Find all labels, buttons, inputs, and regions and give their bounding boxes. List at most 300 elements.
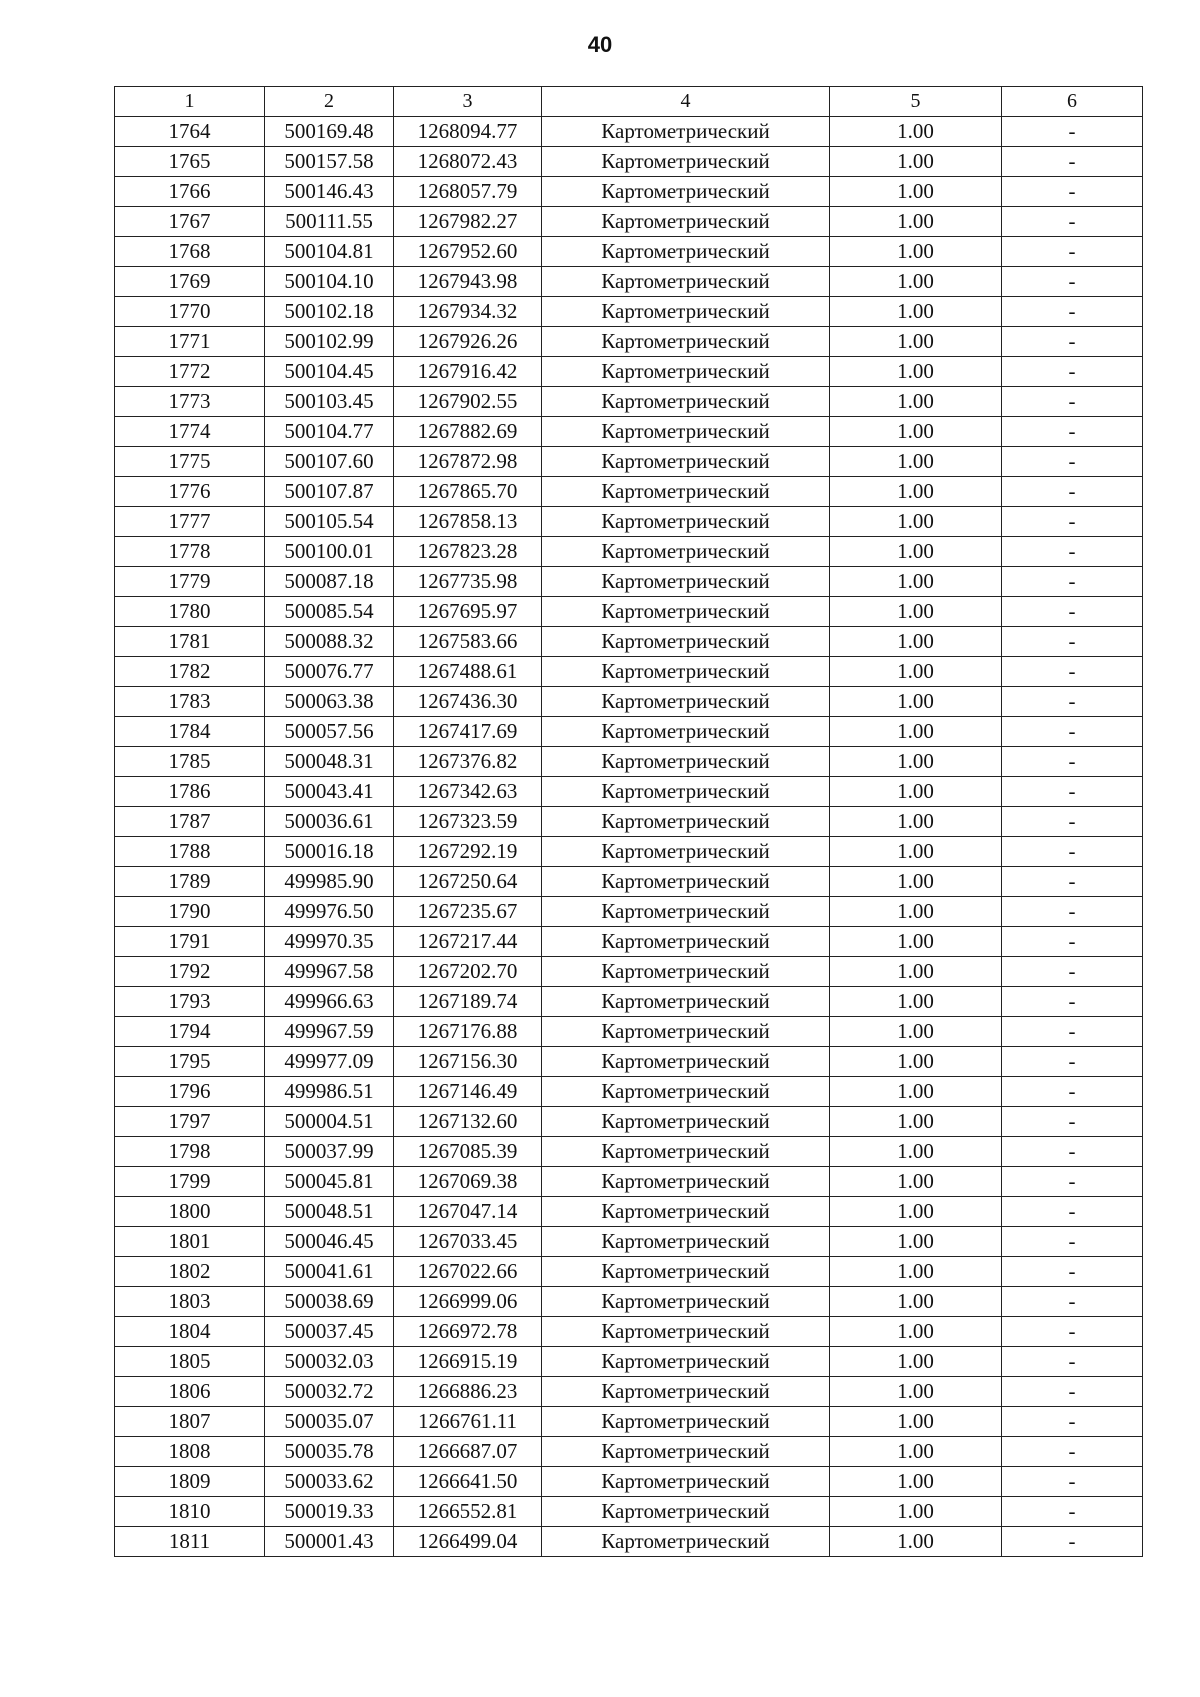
coordinate-y-cell: 1267858.13 (394, 507, 542, 537)
coordinate-x-cell: 499985.90 (265, 867, 394, 897)
point-number-cell: 1782 (115, 657, 265, 687)
point-number-cell: 1766 (115, 177, 265, 207)
note-cell: - (1002, 537, 1143, 567)
coordinate-x-cell: 500107.60 (265, 447, 394, 477)
table-row (115, 147, 1143, 177)
method-cell: Картометрический (542, 1107, 830, 1137)
table-row (115, 1527, 1143, 1557)
point-number-cell: 1770 (115, 297, 265, 327)
point-number-cell: 1798 (115, 1137, 265, 1167)
note-cell: - (1002, 1017, 1143, 1047)
method-cell: Картометрический (542, 1137, 830, 1167)
coordinate-x-cell: 500048.51 (265, 1197, 394, 1227)
coordinate-y-cell: 1267033.45 (394, 1227, 542, 1257)
method-cell: Картометрический (542, 987, 830, 1017)
method-cell: Картометрический (542, 507, 830, 537)
point-number-cell: 1794 (115, 1017, 265, 1047)
note-cell: - (1002, 807, 1143, 837)
accuracy-cell: 1.00 (830, 417, 1002, 447)
point-number-cell: 1802 (115, 1257, 265, 1287)
point-number-cell: 1801 (115, 1227, 265, 1257)
table-row (115, 1377, 1143, 1407)
accuracy-cell: 1.00 (830, 987, 1002, 1017)
coordinate-x-cell: 500102.18 (265, 297, 394, 327)
note-cell: - (1002, 507, 1143, 537)
table-row (115, 927, 1143, 957)
point-number-cell: 1791 (115, 927, 265, 957)
column-header: 1 (115, 87, 265, 117)
coordinate-y-cell: 1267292.19 (394, 837, 542, 867)
point-number-cell: 1765 (115, 147, 265, 177)
coordinate-x-cell: 500016.18 (265, 837, 394, 867)
coordinate-y-cell: 1267436.30 (394, 687, 542, 717)
table-row (115, 687, 1143, 717)
page-number: 40 (587, 32, 613, 57)
coordinate-y-cell: 1267823.28 (394, 537, 542, 567)
table-row (115, 1167, 1143, 1197)
coordinate-y-cell: 1268094.77 (394, 117, 542, 147)
point-number-cell: 1806 (115, 1377, 265, 1407)
accuracy-cell: 1.00 (830, 567, 1002, 597)
point-number-cell: 1786 (115, 777, 265, 807)
point-number-cell: 1768 (115, 237, 265, 267)
table-row (115, 567, 1143, 597)
point-number-cell: 1795 (115, 1047, 265, 1077)
table-row (115, 747, 1143, 777)
method-cell: Картометрический (542, 1497, 830, 1527)
coordinate-y-cell: 1267488.61 (394, 657, 542, 687)
method-cell: Картометрический (542, 867, 830, 897)
point-number-cell: 1808 (115, 1437, 265, 1467)
method-cell: Картометрический (542, 837, 830, 867)
accuracy-cell: 1.00 (830, 1197, 1002, 1227)
method-cell: Картометрический (542, 1467, 830, 1497)
method-cell: Картометрический (542, 177, 830, 207)
note-cell: - (1002, 1227, 1143, 1257)
table-row (115, 177, 1143, 207)
coordinate-y-cell: 1266552.81 (394, 1497, 542, 1527)
note-cell: - (1002, 387, 1143, 417)
coordinate-x-cell: 499967.58 (265, 957, 394, 987)
method-cell: Картометрический (542, 357, 830, 387)
table-row (115, 1107, 1143, 1137)
accuracy-cell: 1.00 (830, 1347, 1002, 1377)
table-row (115, 837, 1143, 867)
method-cell: Картометрический (542, 1197, 830, 1227)
coordinate-y-cell: 1266999.06 (394, 1287, 542, 1317)
coordinate-y-cell: 1267022.66 (394, 1257, 542, 1287)
method-cell: Картометрический (542, 657, 830, 687)
table-row (115, 327, 1143, 357)
coordinate-x-cell: 500019.33 (265, 1497, 394, 1527)
note-cell: - (1002, 267, 1143, 297)
accuracy-cell: 1.00 (830, 1047, 1002, 1077)
coordinate-y-cell: 1267916.42 (394, 357, 542, 387)
table-row (115, 537, 1143, 567)
coordinate-y-cell: 1267069.38 (394, 1167, 542, 1197)
point-number-cell: 1773 (115, 387, 265, 417)
accuracy-cell: 1.00 (830, 1107, 1002, 1137)
point-number-cell: 1783 (115, 687, 265, 717)
point-number-cell: 1767 (115, 207, 265, 237)
point-number-cell: 1769 (115, 267, 265, 297)
point-number-cell: 1789 (115, 867, 265, 897)
method-cell: Картометрический (542, 297, 830, 327)
method-cell: Картометрический (542, 1257, 830, 1287)
point-number-cell: 1784 (115, 717, 265, 747)
method-cell: Картометрический (542, 777, 830, 807)
coordinate-y-cell: 1266915.19 (394, 1347, 542, 1377)
table-row (115, 1047, 1143, 1077)
coordinate-y-cell: 1267132.60 (394, 1107, 542, 1137)
table-row (115, 1287, 1143, 1317)
note-cell: - (1002, 147, 1143, 177)
coordinate-x-cell: 500104.77 (265, 417, 394, 447)
note-cell: - (1002, 447, 1143, 477)
method-cell: Картометрический (542, 1407, 830, 1437)
column-header: 3 (394, 87, 542, 117)
note-cell: - (1002, 1347, 1143, 1377)
accuracy-cell: 1.00 (830, 657, 1002, 687)
note-cell: - (1002, 297, 1143, 327)
note-cell: - (1002, 1407, 1143, 1437)
table-row (115, 1227, 1143, 1257)
note-cell: - (1002, 1527, 1143, 1557)
coordinate-x-cell: 500104.45 (265, 357, 394, 387)
method-cell: Картометрический (542, 267, 830, 297)
accuracy-cell: 1.00 (830, 717, 1002, 747)
method-cell: Картометрический (542, 567, 830, 597)
coordinate-x-cell: 500157.58 (265, 147, 394, 177)
note-cell: - (1002, 1497, 1143, 1527)
method-cell: Картометрический (542, 747, 830, 777)
accuracy-cell: 1.00 (830, 447, 1002, 477)
coordinate-x-cell: 500076.77 (265, 657, 394, 687)
table-row (115, 237, 1143, 267)
point-number-cell: 1780 (115, 597, 265, 627)
coordinate-x-cell: 500111.55 (265, 207, 394, 237)
coordinate-x-cell: 500085.54 (265, 597, 394, 627)
table-row (115, 1407, 1143, 1437)
coordinate-y-cell: 1268057.79 (394, 177, 542, 207)
point-number-cell: 1796 (115, 1077, 265, 1107)
accuracy-cell: 1.00 (830, 1437, 1002, 1467)
column-header: 5 (830, 87, 1002, 117)
accuracy-cell: 1.00 (830, 477, 1002, 507)
note-cell: - (1002, 837, 1143, 867)
note-cell: - (1002, 237, 1143, 267)
table-row (115, 1437, 1143, 1467)
coordinate-y-cell: 1267047.14 (394, 1197, 542, 1227)
coordinate-y-cell: 1266761.11 (394, 1407, 542, 1437)
table-row (115, 1347, 1143, 1377)
note-cell: - (1002, 1287, 1143, 1317)
note-cell: - (1002, 1467, 1143, 1497)
accuracy-cell: 1.00 (830, 1527, 1002, 1557)
point-number-cell: 1803 (115, 1287, 265, 1317)
coordinate-y-cell: 1266687.07 (394, 1437, 542, 1467)
note-cell: - (1002, 927, 1143, 957)
coordinate-x-cell: 500032.72 (265, 1377, 394, 1407)
coordinate-x-cell: 500035.78 (265, 1437, 394, 1467)
method-cell: Картометрический (542, 117, 830, 147)
method-cell: Картометрический (542, 237, 830, 267)
method-cell: Картометрический (542, 207, 830, 237)
coordinate-x-cell: 500035.07 (265, 1407, 394, 1437)
accuracy-cell: 1.00 (830, 777, 1002, 807)
table-row (115, 897, 1143, 927)
table-row (115, 417, 1143, 447)
point-number-cell: 1793 (115, 987, 265, 1017)
coordinate-x-cell: 500104.10 (265, 267, 394, 297)
accuracy-cell: 1.00 (830, 267, 1002, 297)
coordinate-y-cell: 1267872.98 (394, 447, 542, 477)
point-number-cell: 1790 (115, 897, 265, 927)
coordinate-y-cell: 1268072.43 (394, 147, 542, 177)
coordinate-x-cell: 499967.59 (265, 1017, 394, 1047)
coordinate-x-cell: 500087.18 (265, 567, 394, 597)
method-cell: Картометрический (542, 1017, 830, 1047)
note-cell: - (1002, 177, 1143, 207)
coordinate-x-cell: 500041.61 (265, 1257, 394, 1287)
method-cell: Картометрический (542, 1167, 830, 1197)
note-cell: - (1002, 357, 1143, 387)
coordinate-y-cell: 1267417.69 (394, 717, 542, 747)
note-cell: - (1002, 1167, 1143, 1197)
method-cell: Картометрический (542, 1527, 830, 1557)
accuracy-cell: 1.00 (830, 177, 1002, 207)
method-cell: Картометрический (542, 1287, 830, 1317)
coordinate-x-cell: 500043.41 (265, 777, 394, 807)
point-number-cell: 1797 (115, 1107, 265, 1137)
point-number-cell: 1792 (115, 957, 265, 987)
point-number-cell: 1777 (115, 507, 265, 537)
table-row (115, 267, 1143, 297)
coordinate-y-cell: 1267235.67 (394, 897, 542, 927)
accuracy-cell: 1.00 (830, 1167, 1002, 1197)
coordinate-x-cell: 500102.99 (265, 327, 394, 357)
table-row (115, 807, 1143, 837)
coordinate-x-cell: 499966.63 (265, 987, 394, 1017)
coordinate-y-cell: 1267695.97 (394, 597, 542, 627)
coordinate-x-cell: 499986.51 (265, 1077, 394, 1107)
coordinate-x-cell: 500088.32 (265, 627, 394, 657)
column-header: 4 (542, 87, 830, 117)
table-row (115, 1497, 1143, 1527)
point-number-cell: 1787 (115, 807, 265, 837)
point-number-cell: 1774 (115, 417, 265, 447)
coordinate-x-cell: 500063.38 (265, 687, 394, 717)
coordinate-y-cell: 1267189.74 (394, 987, 542, 1017)
point-number-cell: 1810 (115, 1497, 265, 1527)
accuracy-cell: 1.00 (830, 687, 1002, 717)
coordinate-x-cell: 499977.09 (265, 1047, 394, 1077)
coordinate-y-cell: 1267323.59 (394, 807, 542, 837)
method-cell: Картометрический (542, 1347, 830, 1377)
table-row (115, 1317, 1143, 1347)
coordinate-y-cell: 1267865.70 (394, 477, 542, 507)
accuracy-cell: 1.00 (830, 1077, 1002, 1107)
table-row (115, 597, 1143, 627)
coordinate-x-cell: 500048.31 (265, 747, 394, 777)
coordinate-y-cell: 1267085.39 (394, 1137, 542, 1167)
coordinate-y-cell: 1267250.64 (394, 867, 542, 897)
coordinate-y-cell: 1267926.26 (394, 327, 542, 357)
table-body (115, 87, 1143, 1557)
table-row (115, 717, 1143, 747)
note-cell: - (1002, 777, 1143, 807)
table-row (115, 627, 1143, 657)
table-row (115, 987, 1143, 1017)
method-cell: Картометрический (542, 1047, 830, 1077)
method-cell: Картометрический (542, 1227, 830, 1257)
note-cell: - (1002, 477, 1143, 507)
coordinate-y-cell: 1267943.98 (394, 267, 542, 297)
coordinates-table (114, 86, 1143, 1557)
point-number-cell: 1776 (115, 477, 265, 507)
coordinate-x-cell: 500057.56 (265, 717, 394, 747)
coordinate-x-cell: 500037.45 (265, 1317, 394, 1347)
note-cell: - (1002, 1077, 1143, 1107)
point-number-cell: 1811 (115, 1527, 265, 1557)
note-cell: - (1002, 1257, 1143, 1287)
note-cell: - (1002, 1197, 1143, 1227)
note-cell: - (1002, 567, 1143, 597)
table-row (115, 1197, 1143, 1227)
column-header: 2 (265, 87, 394, 117)
accuracy-cell: 1.00 (830, 1317, 1002, 1347)
accuracy-cell: 1.00 (830, 117, 1002, 147)
coordinate-y-cell: 1266886.23 (394, 1377, 542, 1407)
table-row (115, 1137, 1143, 1167)
coordinate-x-cell: 500103.45 (265, 387, 394, 417)
note-cell: - (1002, 627, 1143, 657)
coordinate-x-cell: 500146.43 (265, 177, 394, 207)
point-number-cell: 1804 (115, 1317, 265, 1347)
method-cell: Картометрический (542, 1437, 830, 1467)
table-header-row (115, 87, 1143, 117)
accuracy-cell: 1.00 (830, 1017, 1002, 1047)
coordinate-x-cell: 500036.61 (265, 807, 394, 837)
coordinate-y-cell: 1266972.78 (394, 1317, 542, 1347)
point-number-cell: 1785 (115, 747, 265, 777)
note-cell: - (1002, 327, 1143, 357)
accuracy-cell: 1.00 (830, 747, 1002, 777)
point-number-cell: 1771 (115, 327, 265, 357)
accuracy-cell: 1.00 (830, 867, 1002, 897)
table-row (115, 207, 1143, 237)
coordinate-y-cell: 1266499.04 (394, 1527, 542, 1557)
accuracy-cell: 1.00 (830, 1287, 1002, 1317)
point-number-cell: 1799 (115, 1167, 265, 1197)
accuracy-cell: 1.00 (830, 1407, 1002, 1437)
accuracy-cell: 1.00 (830, 1227, 1002, 1257)
note-cell: - (1002, 747, 1143, 777)
coordinate-y-cell: 1267982.27 (394, 207, 542, 237)
method-cell: Картометрический (542, 327, 830, 357)
coordinate-y-cell: 1267146.49 (394, 1077, 542, 1107)
method-cell: Картометрический (542, 927, 830, 957)
table-row (115, 357, 1143, 387)
table-row (115, 657, 1143, 687)
accuracy-cell: 1.00 (830, 597, 1002, 627)
table-row (115, 477, 1143, 507)
method-cell: Картометрический (542, 417, 830, 447)
coordinate-x-cell: 500169.48 (265, 117, 394, 147)
coordinate-x-cell: 500032.03 (265, 1347, 394, 1377)
accuracy-cell: 1.00 (830, 1497, 1002, 1527)
note-cell: - (1002, 1437, 1143, 1467)
note-cell: - (1002, 207, 1143, 237)
accuracy-cell: 1.00 (830, 387, 1002, 417)
accuracy-cell: 1.00 (830, 507, 1002, 537)
coordinate-x-cell: 500100.01 (265, 537, 394, 567)
accuracy-cell: 1.00 (830, 357, 1002, 387)
coordinate-y-cell: 1267176.88 (394, 1017, 542, 1047)
coordinate-x-cell: 500046.45 (265, 1227, 394, 1257)
method-cell: Картометрический (542, 1317, 830, 1347)
table-row (115, 777, 1143, 807)
note-cell: - (1002, 957, 1143, 987)
accuracy-cell: 1.00 (830, 837, 1002, 867)
note-cell: - (1002, 1317, 1143, 1347)
note-cell: - (1002, 987, 1143, 1017)
note-cell: - (1002, 897, 1143, 927)
accuracy-cell: 1.00 (830, 147, 1002, 177)
method-cell: Картометрический (542, 1077, 830, 1107)
table-row (115, 1017, 1143, 1047)
accuracy-cell: 1.00 (830, 957, 1002, 987)
coordinate-x-cell: 500033.62 (265, 1467, 394, 1497)
accuracy-cell: 1.00 (830, 297, 1002, 327)
method-cell: Картометрический (542, 1377, 830, 1407)
method-cell: Картометрический (542, 477, 830, 507)
point-number-cell: 1775 (115, 447, 265, 477)
point-number-cell: 1807 (115, 1407, 265, 1437)
coordinate-y-cell: 1267934.32 (394, 297, 542, 327)
coordinate-y-cell: 1267217.44 (394, 927, 542, 957)
coordinate-y-cell: 1267735.98 (394, 567, 542, 597)
coordinate-y-cell: 1267583.66 (394, 627, 542, 657)
table-row (115, 1257, 1143, 1287)
note-cell: - (1002, 717, 1143, 747)
point-number-cell: 1788 (115, 837, 265, 867)
note-cell: - (1002, 117, 1143, 147)
point-number-cell: 1778 (115, 537, 265, 567)
table-row (115, 297, 1143, 327)
note-cell: - (1002, 597, 1143, 627)
coordinate-x-cell: 500037.99 (265, 1137, 394, 1167)
coordinate-x-cell: 499970.35 (265, 927, 394, 957)
method-cell: Картометрический (542, 687, 830, 717)
accuracy-cell: 1.00 (830, 627, 1002, 657)
method-cell: Картометрический (542, 897, 830, 927)
note-cell: - (1002, 1377, 1143, 1407)
point-number-cell: 1800 (115, 1197, 265, 1227)
accuracy-cell: 1.00 (830, 1467, 1002, 1497)
coordinate-x-cell: 500038.69 (265, 1287, 394, 1317)
table-row (115, 387, 1143, 417)
coordinate-x-cell: 500104.81 (265, 237, 394, 267)
accuracy-cell: 1.00 (830, 897, 1002, 927)
method-cell: Картометрический (542, 717, 830, 747)
coordinate-x-cell: 500004.51 (265, 1107, 394, 1137)
accuracy-cell: 1.00 (830, 537, 1002, 567)
method-cell: Картометрический (542, 597, 830, 627)
table-row (115, 1467, 1143, 1497)
accuracy-cell: 1.00 (830, 807, 1002, 837)
accuracy-cell: 1.00 (830, 327, 1002, 357)
